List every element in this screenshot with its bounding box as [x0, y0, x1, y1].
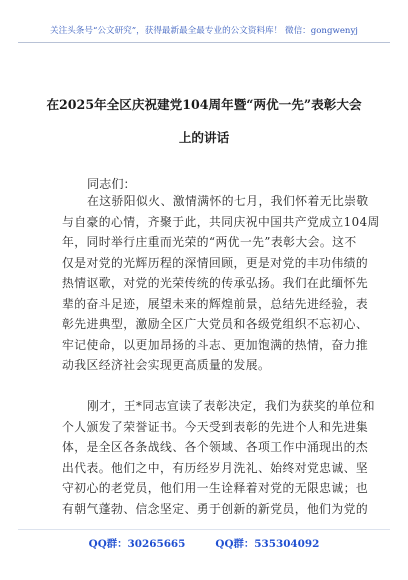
header-promo-note: 关注头条号“公文研究”，获得最新最全最专业的公文资料库！ 微信：gongwenyj: [50, 26, 358, 36]
text-line: 与自豪的心情，齐聚于此，共同庆祝中国共产党成立104周: [62, 214, 380, 229]
text-line: 在这骄阳似火、激情满怀的七月，我们怀着无比崇敬: [87, 194, 369, 208]
text-line: 出代表。他们之中，有历经岁月洗礼、始终对党忠诚、坚: [62, 460, 369, 475]
paragraph-1: [62, 191, 380, 376]
text-line: 刚才，王*同志宣读了表彰决定，我们为获奖的单位和: [87, 399, 376, 413]
document-subtitle: 上的讲话: [178, 130, 230, 145]
text-line: 有朝气蓬勃、信念坚定、勇于创新的新党员，他们为党的: [62, 501, 369, 516]
text-line: 辈的奋斗足迹，展望未来的辉煌前景，总结先进经验，表: [62, 296, 369, 311]
text-line: 体，是全区各条战线、各个领域、各项工作中涌现出的杰: [62, 440, 369, 454]
text-line: 守初心的老党员，他们用一生诠释着对党的无限忠诚；也: [62, 481, 369, 495]
qq-group-2: QQ群：535304092: [215, 538, 320, 550]
qq-group-1: QQ群：30265665: [88, 538, 186, 550]
text-line: 仅是对党的光辉历程的深情回顾，更是对党的丰功伟绩的: [62, 255, 369, 270]
text-line: 热情讴歌，对党的光荣传统的传承弘扬。我们在此缅怀先: [62, 276, 369, 290]
paragraph-2: [62, 396, 376, 519]
text-line: 年，同时举行庄重而光荣的“两优一先”表彰大会。这不: [62, 235, 357, 249]
text-line: 动我区经济社会实现更高质量的发展。: [62, 358, 271, 372]
footer-contact: [18, 535, 390, 550]
text-line: 个人颁发了荣誉证书。今天受到表彰的先进个人和先进集: [62, 419, 369, 434]
footer-divider: [18, 529, 390, 530]
header-divider: [18, 42, 390, 43]
text-line: 牢记使命，以更加昂扬的斗志、更加饱满的热情，奋力推: [62, 337, 369, 352]
salutation: 同志们：: [87, 177, 136, 191]
text-line: 彰先进典型，激励全区广大党员和各级党组织不忘初心、: [62, 317, 369, 331]
document-title: 在2025年全区庆祝建党104周年暨“两优一先”表彰大会: [46, 97, 362, 112]
